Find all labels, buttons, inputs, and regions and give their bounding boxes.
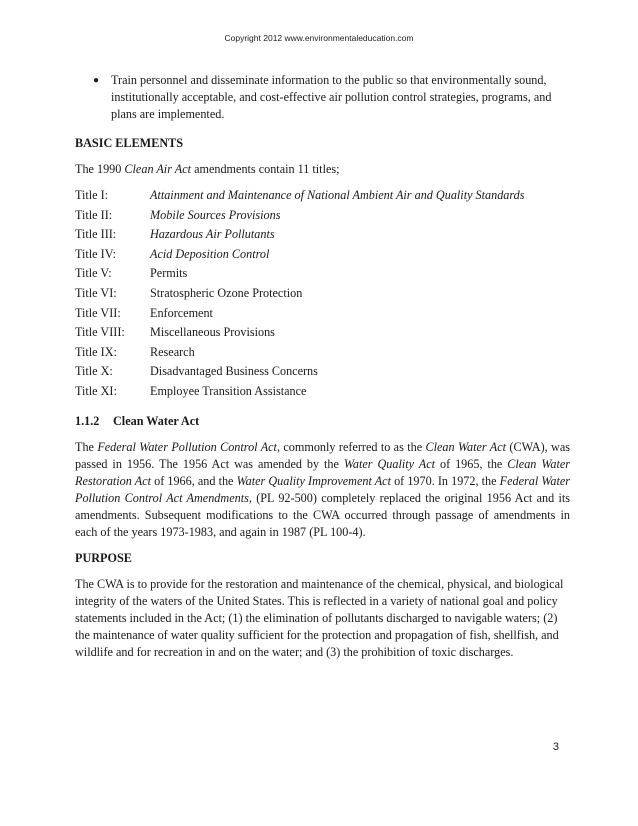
purpose-paragraph: The CWA is to provide for the restoration and maintenance of the chemical, physical, and biological integrity of the waters of the United States. This is reflected in a variety of national goal and policy statements included in the Act; (1) the elimination of pollutants discharged to navigable waters; (2) the maintenance of water quality sufficient for the protection and propagation of fish, shellfish, and wildlife and for recreation in and on the water; and (3) the prohibition of toxic discharges. — [75, 576, 564, 659]
title-row: Title VIII: Miscellaneous Provisions — [75, 325, 275, 340]
title-row: Title VII: Enforcement — [75, 305, 213, 320]
title-row: Title I: Attainment and Maintenance of National Ambient Air and Quality Standards — [75, 188, 525, 202]
page-header-copyright: Copyright 2012 www.environmentaleducation.com — [224, 33, 414, 43]
bullet-text: Train personnel and disseminate information to the public so that environmentally sound, institutionally acceptable, and cost-effective air pollution control strategies, programs, and plans are implemented. — [111, 73, 552, 121]
title-row: Title III: Hazardous Air Pollutants — [75, 227, 275, 242]
bullet-icon: ● — [93, 75, 100, 86]
titles-list — [75, 187, 570, 403]
basic-elements-heading: BASIC ELEMENTS — [75, 136, 184, 150]
clean-water-paragraph: The Federal Water Pollution Control Act, commonly referred to as the Clean Water Act (CWA), was passed in 1956. The 1956 Act was amended by the Water Quality Act of 1965, the Clean Water Restoration Act of 1966, and the Water Quality Improvement Act of 1970. In 1972, the Federal Water Pollution Control Act Amendments, (PL 92-500) completely replaced the original 1956 Act and its amendments. Subsequent modifications to the CWA occurred through passage of amendments in each of the years 1973-1983, and again in 1987 (PL 100-4). — [75, 439, 571, 539]
document-body — [75, 72, 570, 670]
title-row: Title IV: Acid Deposition Control — [75, 246, 270, 261]
basic-elements-intro: The 1990 Clean Air Act amendments contain 11 titles; — [75, 162, 340, 176]
purpose-heading: PURPOSE — [75, 550, 132, 565]
page-number: 3 — [552, 741, 559, 753]
title-row: Title IX: Research — [75, 344, 195, 359]
title-row: Title V: Permits — [75, 266, 188, 281]
title-row: Title X: Disadvantaged Business Concerns — [75, 364, 318, 379]
title-row: Title II: Mobile Sources Provisions — [75, 207, 281, 222]
title-row: Title VI: Stratospheric Ozone Protection — [75, 285, 303, 300]
bullet-item — [93, 72, 570, 123]
section-heading-clean-water-act: 1.1.2 Clean Water Act — [75, 413, 200, 428]
title-row: Title XI: Employee Transition Assistance — [75, 383, 307, 398]
